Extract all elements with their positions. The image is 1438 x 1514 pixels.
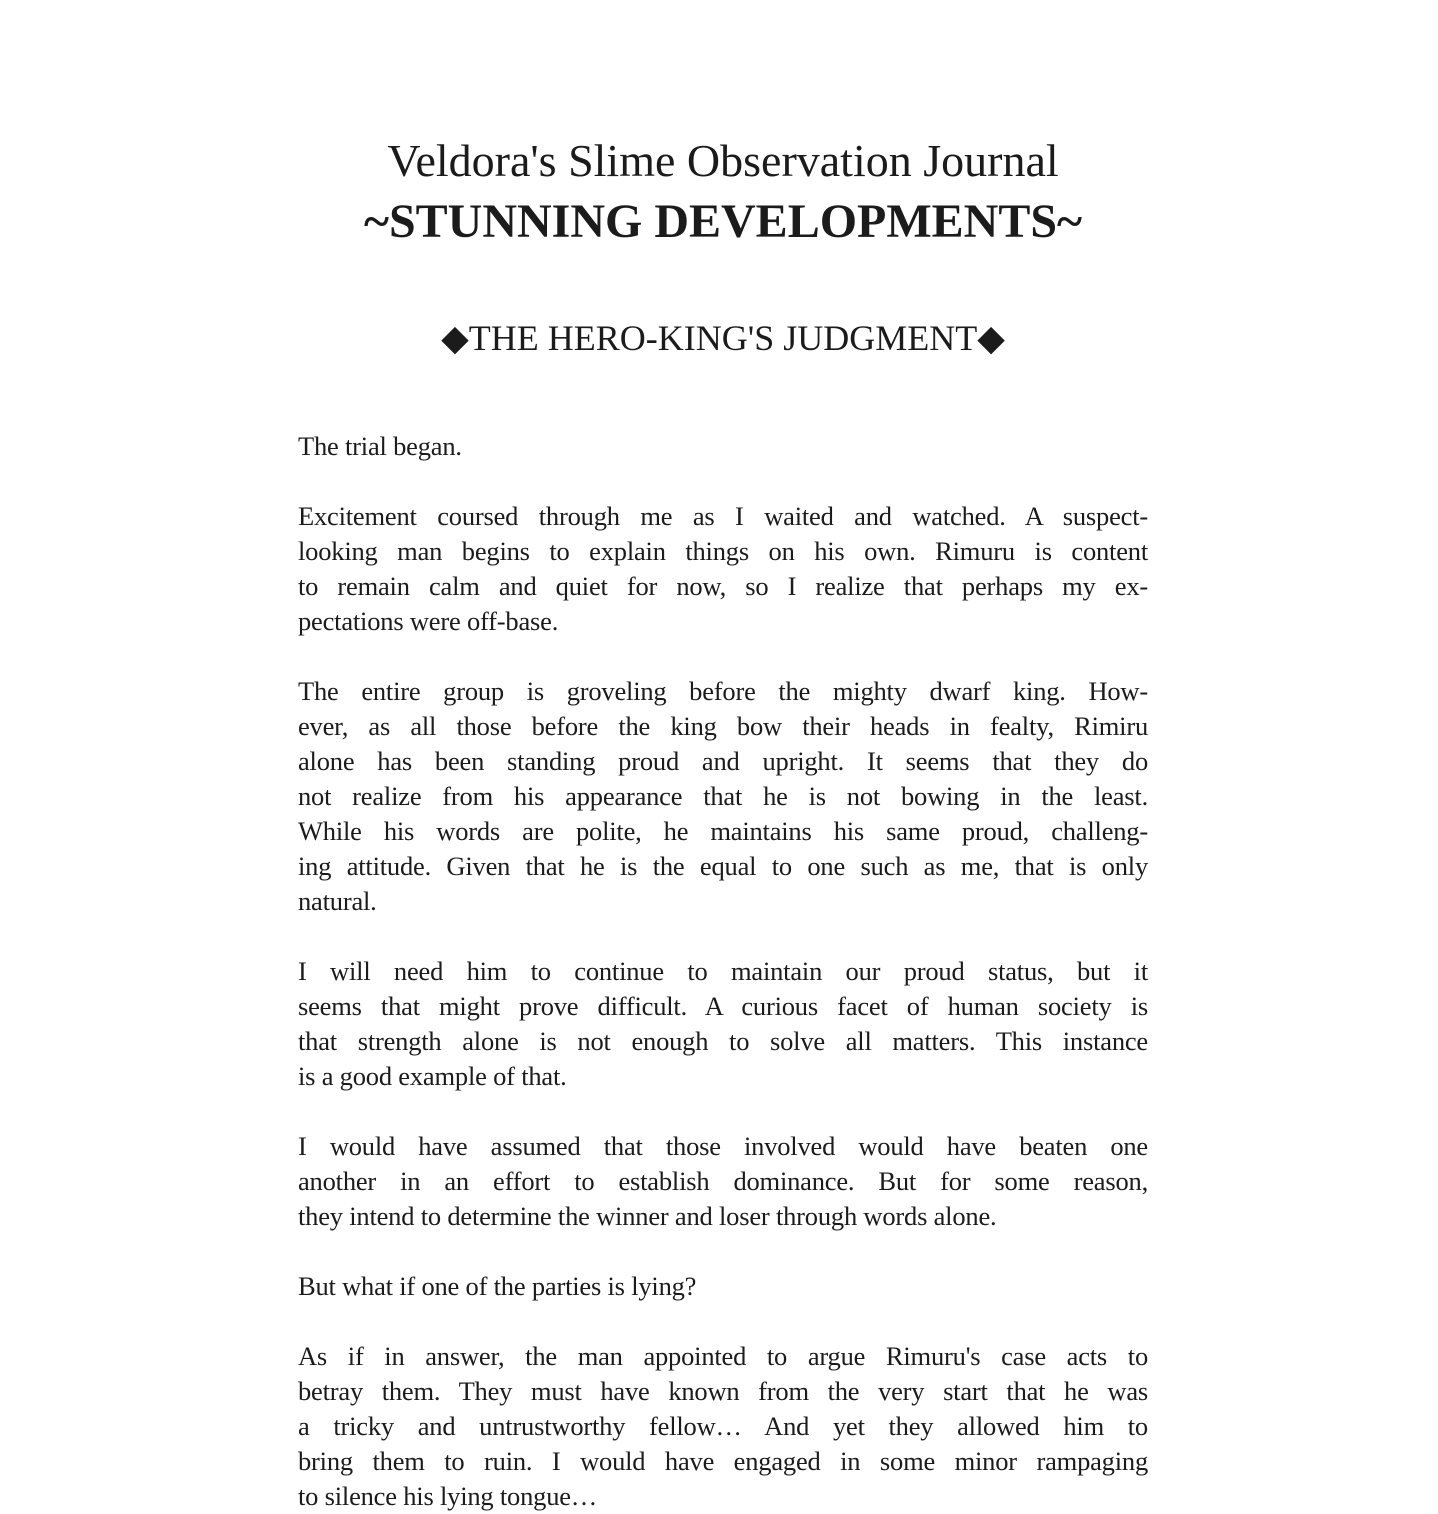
text-line: they intend to determine the winner and loser through words alone. [298,1201,997,1232]
text-line: Excitement coursed through me as I waited and watched. A suspect- [298,501,1148,532]
journal-subtitle: ~STUNNING DEVELOPMENTS~ [363,194,1083,248]
journal-body [298,429,1148,1514]
paragraph [298,429,1148,464]
text-line: betray them. They must have known from the very start that he was [298,1376,1148,1407]
text-line: to remain calm and quiet for now, so I realize that perhaps my ex- [298,571,1148,602]
text-line: to silence his lying tongue… [298,1481,598,1512]
text-line: ing attitude. Given that he is the equal to one such as me, that is only [298,851,1148,882]
text-line: ever, as all those before the king bow their heads in fealty, Rimiru [298,711,1148,742]
text-line: I would have assumed that those involved would have beaten one [298,1131,1148,1162]
section-heading: ◆THE HERO-KING'S JUDGMENT◆ [441,318,1005,359]
text-line: seems that might prove difficult. A curious facet of human society is [298,991,1148,1022]
journal-title: Veldora's Slime Observation Journal [387,135,1059,186]
journal-page [298,0,1148,1514]
text-line: bring them to ruin. I would have engaged in some minor rampaging [298,1446,1148,1477]
text-line: a tricky and untrustworthy fellow… And yet they allowed him to [298,1411,1148,1442]
text-line: alone has been standing proud and upright. It seems that they do [298,746,1148,777]
text-line: another in an effort to establish dominance. But for some reason, [298,1166,1148,1197]
paragraph [298,1339,1148,1514]
text-line: pectations were off-base. [298,606,559,637]
text-line: not realize from his appearance that he is not bowing in the least. [298,781,1148,812]
text-line: looking man begins to explain things on his own. Rimuru is content [298,536,1148,567]
paragraph [298,954,1148,1094]
paragraph [298,1129,1148,1234]
text-line: The entire group is groveling before the mighty dwarf king. How- [298,676,1148,707]
paragraph [298,1269,1148,1304]
text-line: natural. [298,886,377,917]
text-line: is a good example of that. [298,1061,567,1092]
text-line: I will need him to continue to maintain our proud status, but it [298,956,1148,987]
text-line: While his words are polite, he maintains his same proud, challeng- [298,816,1148,847]
text-line: The trial began. [298,431,462,462]
paragraph [298,674,1148,919]
text-line: But what if one of the parties is lying? [298,1271,697,1302]
text-line: that strength alone is not enough to solve all matters. This instance [298,1026,1148,1057]
paragraph [298,499,1148,639]
text-line: As if in answer, the man appointed to argue Rimuru's case acts to [298,1341,1148,1372]
